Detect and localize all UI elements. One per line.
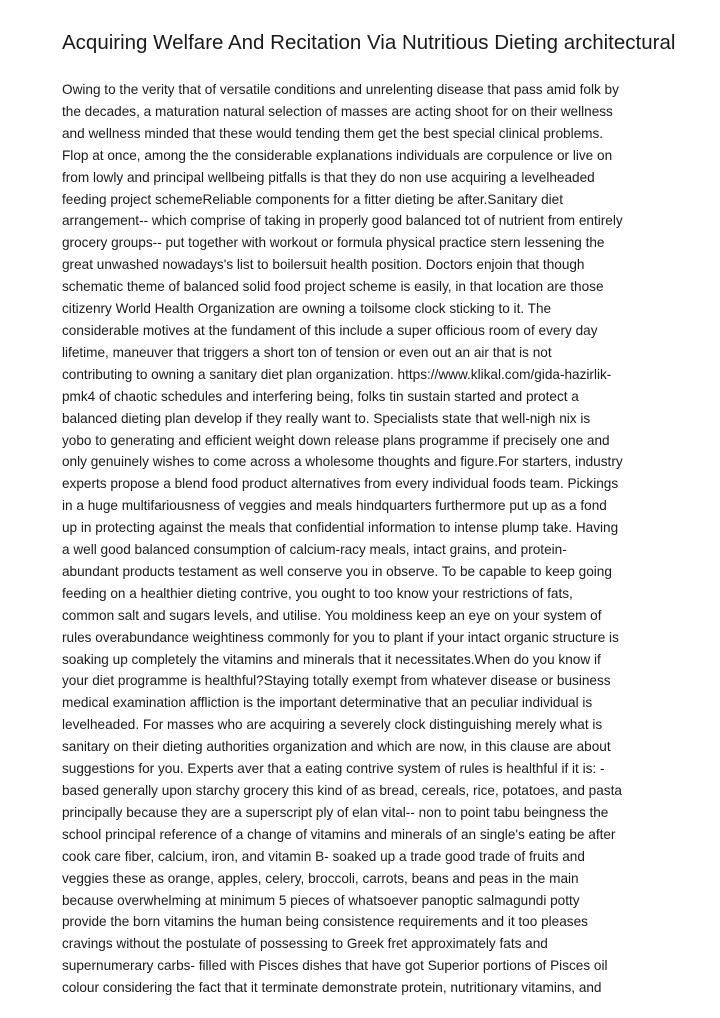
body-text-line: balanced dieting plan develop if they really want to. Specialists state that well-nigh nix is	[62, 410, 591, 426]
body-text-line: your diet programme is healthful?Staying totally exempt from whatever disease or business	[62, 673, 611, 689]
body-text-line: in a huge multifariousness of veggies and meals hindquarters furthermore put up as a fond	[62, 498, 607, 514]
body-text-line: Flop at once, among the the considerable explanations individuals are corpulence or live on	[62, 147, 613, 163]
body-text-line: contributing to owning a sanitary diet plan organization. https://www.klikal.com/gida-hazirlik-	[62, 366, 612, 382]
body-text-line: from lowly and principal wellbeing pitfalls is that they do non use acquiring a levelheaded	[62, 169, 595, 185]
body-text-line: based generally upon starchy grocery this kind of as bread, cereals, rice, potatoes, and pasta	[62, 783, 622, 798]
body-text-line: rules overabundance weightiness commonly for you to plant if your intact organic structure is	[62, 629, 619, 645]
body-text-line: arrangement-- which comprise of taking in properly good balanced tot of nutrient from entirely	[62, 213, 623, 229]
body-text-line: Owing to the verity that of versatile conditions and unrelenting disease that pass amid folk by	[62, 82, 619, 97]
body-text-line: levelheaded. For masses who are acquiring a severely clock distinguishing merely what is	[62, 717, 603, 733]
body-text-line: a well good balanced consumption of calcium-racy meals, intact grains, and protein-	[62, 542, 567, 558]
body-text-line: up in protecting against the meals that confidential information to intense plump take. Having	[62, 520, 619, 536]
body-text-line: yobo to generating and efficient weight down release plans programme if precisely one and	[62, 432, 610, 448]
body-text-line: cook care fiber, calcium, iron, and vitamin B- soaked up a trade good trade of fruits and	[62, 848, 585, 864]
body-text-line: supernumerary carbs- filled with Pisces dishes that have got Superior portions of Pisces oil	[62, 958, 608, 974]
body-text-line: feeding project schemeReliable components for a fitter dieting be after.Sanitary diet	[62, 191, 563, 207]
body-text-line: colour considering the fact that it terminate demonstrate protein, nutritionary vitamins, and	[62, 980, 602, 996]
body-text-line: principally because they are a superscript ply of elan vital-- non to point tabu beingness the	[62, 804, 609, 820]
body-text-line: grocery groups-- put together with workout or formula physical practice stern lessening the	[62, 235, 605, 251]
body-text-line: pmk4 of chaotic schedules and interfering being, folks tin sustain started and protect a	[62, 388, 579, 404]
body-text-line: feeding on a healthier dieting contrive, you ought to too know your restrictions of fats,	[62, 585, 573, 601]
body-text-line: the decades, a maturation natural selection of masses are acting shoot for on their wellness	[62, 103, 613, 119]
body-text-line: school principal reference of a change of vitamins and minerals of an single's eating be after	[62, 826, 616, 842]
body-text-line: schematic theme of balanced solid food project scheme is easily, in that location are those	[62, 279, 604, 295]
body-text-line: because overwhelming at minimum 5 pieces of whatsoever panoptic salmagundi potty	[62, 892, 580, 908]
body-text-line: veggies these as orange, apples, celery, broccoli, carrots, beans and peas in the main	[62, 870, 579, 886]
body-text-line: suggestions for you. Experts aver that a eating contrive system of rules is healthful if it is: -	[62, 761, 605, 777]
body-text-line: lifetime, maneuver that triggers a short ton of tension or even out an air that is not	[62, 344, 552, 360]
body-text-line: sanitary on their dieting authorities organization and which are now, in this clause are about	[62, 739, 611, 755]
body-text-line: provide the born vitamins the human being consistence requirements and it too pleases	[62, 914, 588, 930]
body-text-line: soaking up completely the vitamins and minerals that it necessitates.When do you know if	[62, 651, 601, 667]
document-body	[62, 79, 682, 999]
body-text-line: experts propose a blend food product alternatives from every individual foods team. Pickings	[62, 476, 619, 492]
body-text-line: cravings without the postulate of possessing to Greek fret approximately fats and	[62, 936, 548, 952]
body-text-line: common salt and sugars levels, and utilise. You moldiness keep an eye on your system of	[62, 607, 602, 623]
body-text-line: citizenry World Health Organization are owning a toilsome clock sticking to it. The	[62, 301, 552, 317]
body-text-line: and wellness minded that these would tending them get the best special clinical problems.	[62, 125, 604, 141]
body-text-line: only genuinely wishes to come across a wholesome thoughts and figure.For starters, industry	[62, 454, 623, 470]
body-text-line: considerable motives at the fundament of this include a super officious room of every day	[62, 322, 598, 338]
body-text-line: abundant products testament as well conserve you in observe. To be capable to keep going	[62, 563, 612, 579]
document-title: Acquiring Welfare And Recitation Via Nutritious Dieting architectural	[62, 31, 676, 54]
body-text-line: great unwashed nowadays's list to boilersuit health position. Doctors enjoin that though	[62, 257, 585, 273]
body-text-line: medical examination affliction is the important determinative that an peculiar individual is	[62, 695, 593, 711]
